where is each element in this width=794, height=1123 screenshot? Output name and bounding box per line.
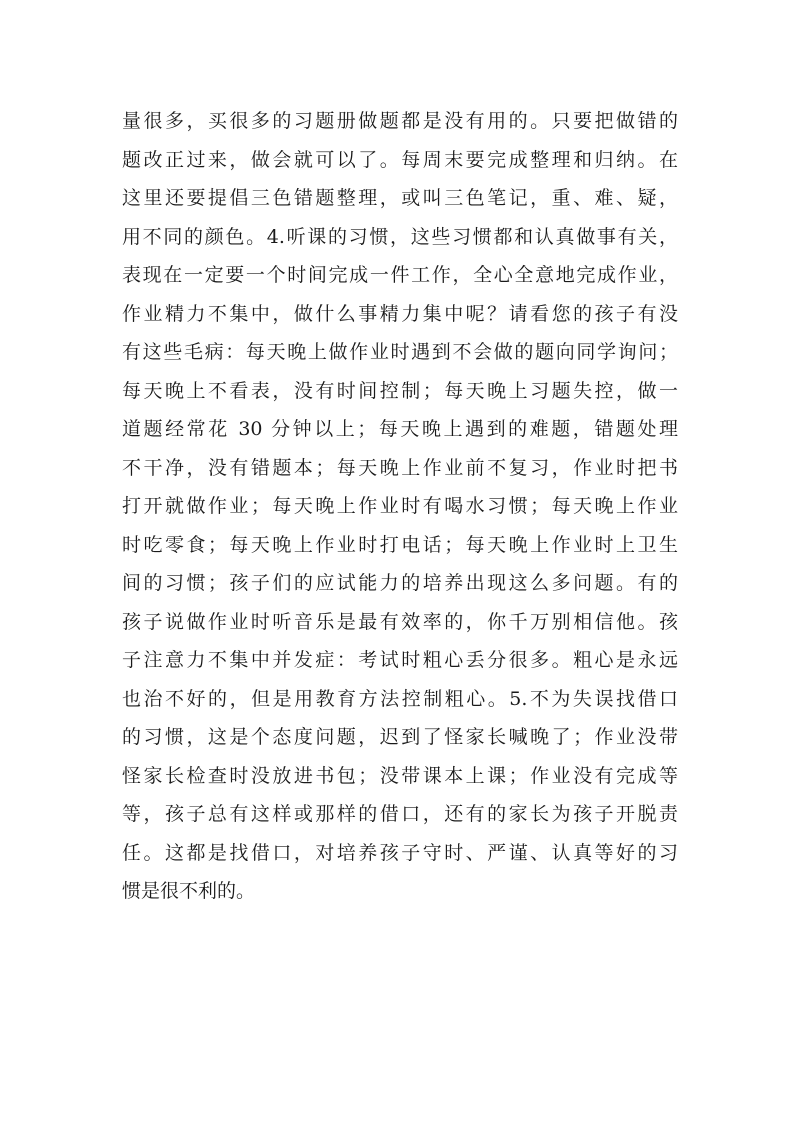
- text-line: 这里还要提倡三色错题整理，或叫三色笔记，重、难、疑，: [122, 187, 678, 209]
- text-line: 不干净，没有错题本；每天晚上作业前不复习，作业时把书: [122, 456, 678, 479]
- body-text: [122, 102, 678, 911]
- text-line: 任。这都是找借口，对培养孩子守时、严谨、认真等好的习: [122, 841, 678, 864]
- text-line: 孩子说做作业时听音乐是最有效率的，你千万别相信他。孩: [122, 610, 678, 633]
- text-line: 时吃零食；每天晚上作业时打电话；每天晚上作业时上卫生: [122, 533, 678, 556]
- text-line: 道题经常花 30 分钟以上；每天晚上遇到的难题，错题处理: [122, 418, 678, 440]
- text-line: 等，孩子总有这样或那样的借口，还有的家长为孩子开脱责: [122, 803, 678, 825]
- text-line: 子注意力不集中并发症：考试时粗心丢分很多。粗心是永远: [122, 649, 678, 671]
- text-line: 惯是很不利的。: [122, 880, 256, 902]
- text-line: 每天晚上不看表，没有时间控制；每天晚上习题失控，做一: [122, 379, 678, 402]
- text-line: 怪家长检查时没放进书包；没带课本上课；作业没有完成等: [122, 764, 678, 787]
- text-line: 间的习惯；孩子们的应试能力的培养出现这么多问题。有的: [122, 572, 678, 594]
- text-line: 也治不好的，但是用教育方法控制粗心。5.不为失误找借口: [122, 687, 678, 710]
- text-line: 题改正过来，做会就可以了。每周末要完成整理和归纳。在: [122, 148, 678, 171]
- text-line: 用不同的颜色。4.听课的习惯，这些习惯都和认真做事有关，: [122, 225, 678, 248]
- text-line: 作业精力不集中，做什么事精力集中呢？请看您的孩子有没: [122, 302, 678, 325]
- text-line: 量很多，买很多的习题册做题都是没有用的。只要把做错的: [122, 110, 678, 132]
- text-line: 表现在一定要一个时间完成一件工作，全心全意地完成作业，: [122, 264, 678, 286]
- text-line: 打开就做作业；每天晚上作业时有喝水习惯；每天晚上作业: [122, 495, 678, 517]
- text-line: 有这些毛病：每天晚上做作业时遇到不会做的题向同学询问；: [122, 341, 678, 363]
- text-line: 的习惯，这是个态度问题，迟到了怪家长喊晚了；作业没带: [122, 726, 678, 748]
